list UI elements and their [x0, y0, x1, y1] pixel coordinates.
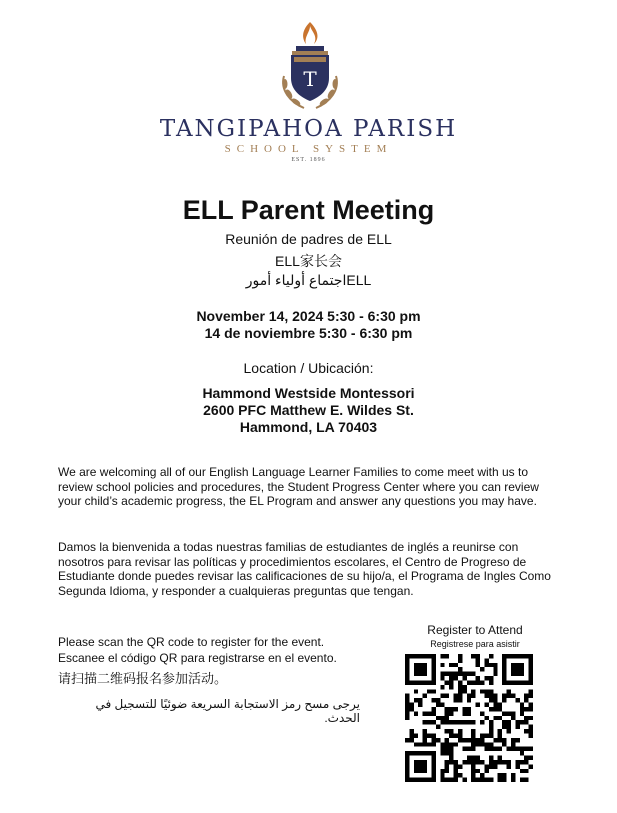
location-label: Location / Ubicación: — [243, 360, 374, 376]
org-established: EST. 1896 — [291, 157, 326, 163]
title-chinese: ELL家长会 — [275, 253, 342, 269]
register-instruction-spanish: Escanee el código QR para registrarse en el evento. — [58, 651, 337, 665]
register-instruction-english: Please scan the QR code to register for the event. — [58, 635, 325, 649]
register-instruction-chinese: 请扫描二维码报名参加活动。 — [58, 671, 228, 686]
org-subtitle: SCHOOL SYSTEM — [224, 143, 393, 155]
address-line-2: Hammond, LA 70403 — [239, 419, 378, 435]
date-english: November 14, 2024 5:30 - 6:30 pm — [196, 308, 421, 324]
qr-title: Register to Attend — [427, 623, 523, 637]
title-arabic: اجتماع أولياء أمورELL — [245, 272, 372, 288]
title-spanish: Reunión de padres de ELL — [225, 231, 392, 247]
body-paragraph-spanish: Damos la bienvenida a todas nuestras familias de estudiantes de inglés a reunirse con nosotros para revisar las políticas y procedimientos escolares, el Centro de Progreso de Estudiante donde puedes revisar las calificaciones de su hijo/a, el Programa de Ingles Como Segunda Idioma, y responder a cualquieras preguntas que tengan. — [58, 540, 551, 598]
venue-name: Hammond Westside Montessori — [202, 385, 415, 401]
svg-text:T: T — [303, 67, 317, 91]
page-title: ELL Parent Meeting — [182, 195, 435, 225]
address-line-1: 2600 PFC Matthew E. Wildes St. — [203, 402, 414, 418]
torch-shield-laurel-icon — [270, 20, 350, 116]
date-spanish: 14 de noviembre 5:30 - 6:30 pm — [204, 325, 413, 341]
qr-code-icon[interactable] — [405, 654, 533, 782]
register-instruction-arabic: يرجى مسح رمز الاستجابة السريعة ضوئيًا للتسجيل في الحدث. — [95, 697, 360, 725]
qr-subtitle: Registrese para asistir — [430, 639, 520, 649]
body-paragraph-english: We are welcoming all of our English Language Learner Families to come meet with us to review school policies and procedures, the Student Progress Center where you can review your child’s academic progress, the EL Program and answer any questions you may have. — [58, 465, 539, 508]
org-name: TANGIPAHOA PARISH — [159, 116, 458, 142]
